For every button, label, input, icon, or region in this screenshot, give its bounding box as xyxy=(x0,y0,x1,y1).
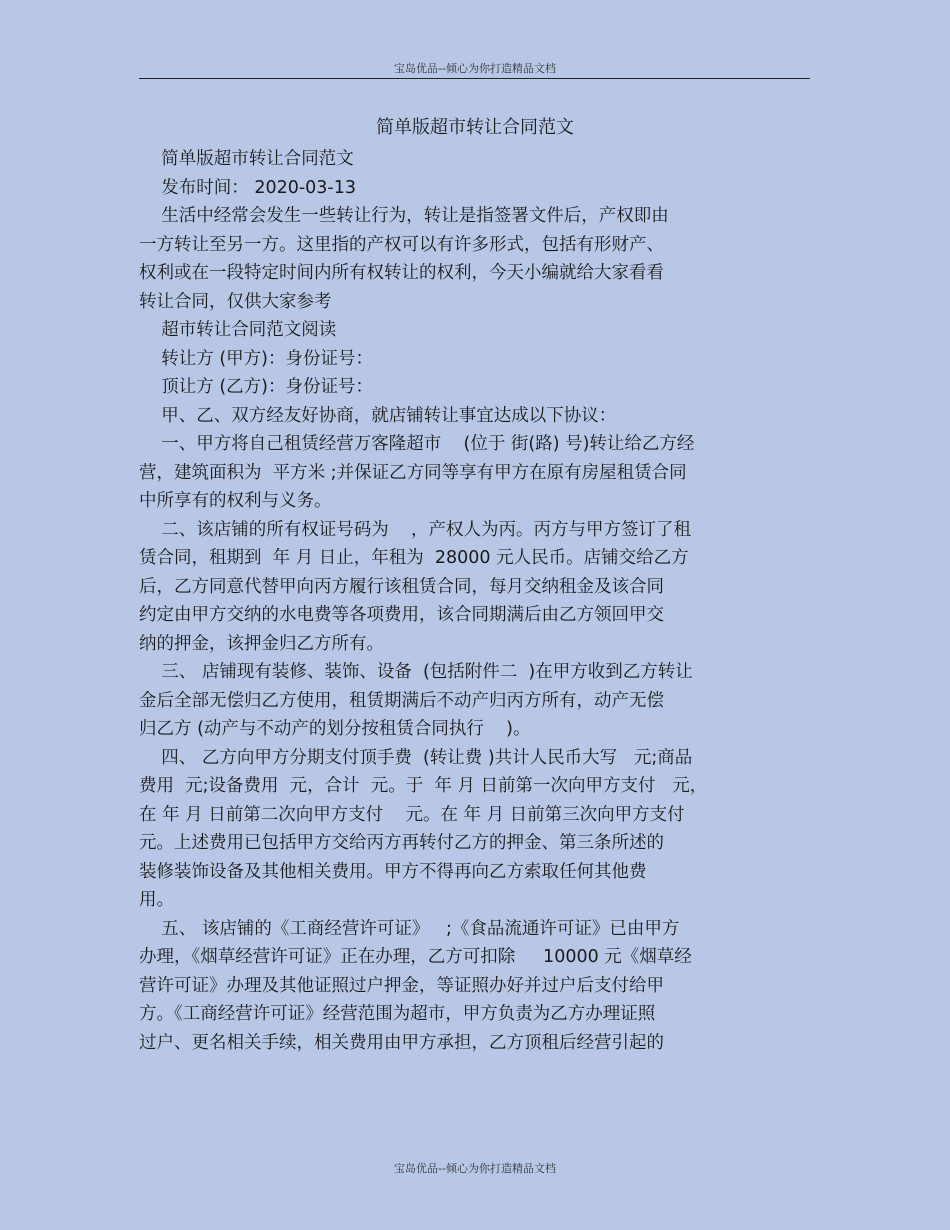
body-line: 在 年 月 日前第二次向甲方支付 元。在 年 月 日前第三次向甲方支付 xyxy=(139,804,685,825)
body-line: 生活中经常会发生一些转让行为，转让是指签署文件后，产权即由 xyxy=(139,206,669,226)
page-header: 宝岛优品--倾心为你打造精品文档 xyxy=(394,62,556,75)
body-line: 用。 xyxy=(139,890,174,910)
body-line: 超市转让合同范文阅读 xyxy=(139,320,337,340)
body-line: 装修装饰设备及其他相关费用。甲方不得再向乙方索取任何其他费 xyxy=(139,861,647,882)
body-line: 过户、更名相关手续，相关费用由甲方承担，乙方顶租后经营引起的 xyxy=(139,1032,664,1053)
document-title: 简单版超市转让合同范文 xyxy=(376,117,574,138)
body-line: 归乙方 (动产与不动产的划分按租赁合同执行 )。 xyxy=(139,719,531,739)
page-footer: 宝岛优品--倾心为你打造精品文档 xyxy=(394,1162,556,1175)
body-line: 转让合同，仅供大家参考 xyxy=(139,291,332,312)
body-line: 简单版超市转让合同范文 xyxy=(139,149,354,169)
body-line: 一、甲方将自己租赁经营万客隆超市 (位于 街(路) 号)转让给乙方经 xyxy=(139,434,695,454)
body-line: 约定由甲方交纳的水电费等各项费用，该合同期满后由乙方领回甲交 xyxy=(139,605,664,625)
body-line: 发布时间： 2020-03-13 xyxy=(139,177,357,198)
body-line: 中所享有的权利与义务。 xyxy=(139,491,332,511)
document-body xyxy=(139,145,799,1057)
body-line: 纳的押金，该押金归乙方所有。 xyxy=(139,633,384,654)
body-line: 营，建筑面积为 平方米 ;并保证乙方同等享有甲方在原有房屋租赁合同 xyxy=(139,462,687,483)
body-line: 方。《工商经营许可证》经营范围为超市，甲方负责为乙方办理证照 xyxy=(139,1004,656,1024)
body-line: 顶让方 (乙方)：身份证号： xyxy=(139,377,373,397)
body-line: 五、 该店铺的《工商经营许可证》 ;《食品流通许可证》已由甲方 xyxy=(139,918,680,939)
body-line: 三、 店铺现有装修、装饰、设备 (包括附件二 )在甲方收到乙方转让 xyxy=(139,662,693,682)
body-line: 办理，《烟草经营许可证》正在办理，乙方可扣除 10000 元《烟草经 xyxy=(139,947,692,967)
body-line: 四、 乙方向甲方分期支付顶手费 (转让费 )共计人民币大写 元;商品 xyxy=(139,747,693,768)
body-line: 赁合同，租期到 年 月 日止，年租为 28000 元人民币。店铺交给乙方 xyxy=(139,548,689,568)
body-line: 二、该店铺的所有权证号码为 ，产权人为丙。丙方与甲方签订了租 xyxy=(139,519,691,540)
body-line: 权利或在一段特定时间内所有权转让的权利，今天小编就给大家看看 xyxy=(139,263,664,283)
body-line: 营许可证》办理及其他证照过户押金，等证照办好并过户后支付给甲 xyxy=(139,975,664,996)
body-line: 费用 元;设备费用 元，合计 元。于 年 月 日前第一次向甲方支付 元， xyxy=(139,776,708,796)
body-line: 转让方 (甲方)：身份证号： xyxy=(139,348,373,369)
body-line: 一方转让至另一方。这里指的产权可以有许多形式，包括有形财产、 xyxy=(139,234,664,255)
header-divider xyxy=(139,78,810,79)
body-line: 元。上述费用已包括甲方交给丙方再转付乙方的押金、第三条所述的 xyxy=(139,833,664,853)
body-line: 后，乙方同意代替甲向丙方履行该租赁合同，每月交纳租金及该合同 xyxy=(139,576,664,597)
body-line: 金后全部无偿归乙方使用，租赁期满后不动产归丙方所有，动产无偿 xyxy=(139,690,664,711)
body-line: 甲、乙、双方经友好协商，就店铺转让事宜达成以下协议： xyxy=(139,405,617,426)
